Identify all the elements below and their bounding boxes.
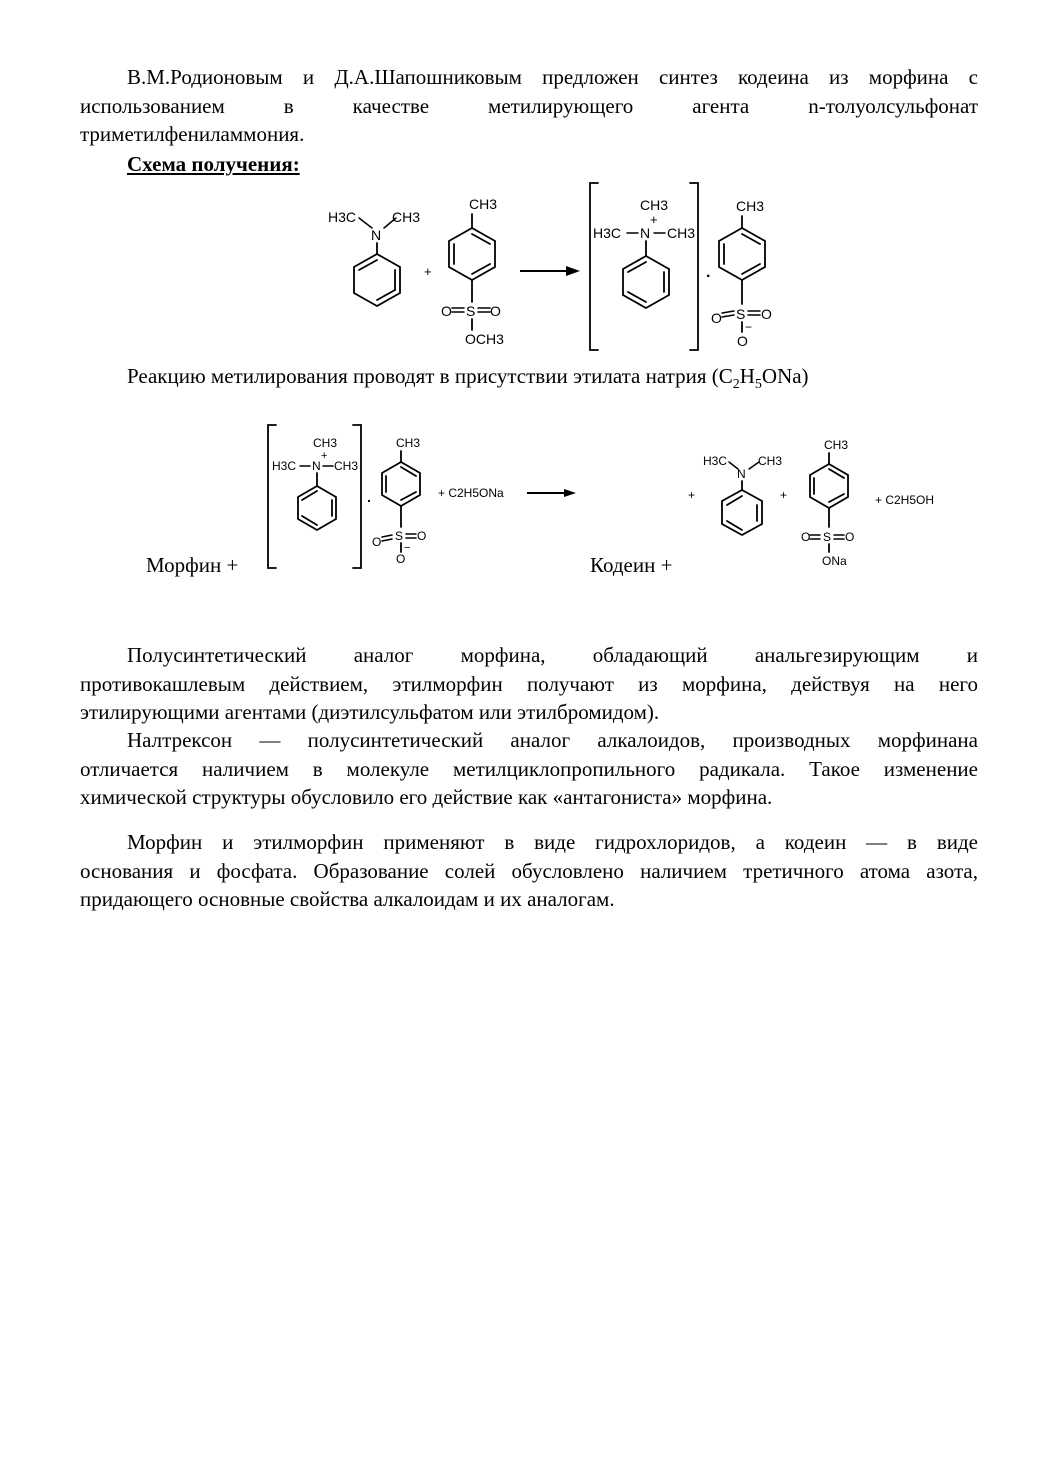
reaction-scheme-2	[0, 0, 1039, 600]
ch3-label: CH3	[469, 196, 498, 212]
paragraph-line: В.М.Родионовым и Д.А.Шапошниковым предложен синтез кодеина из морфина с	[127, 65, 978, 89]
oxygen-label: O	[417, 529, 427, 543]
sulfur-label: S	[823, 530, 832, 544]
negative-charge: −	[745, 320, 753, 334]
positive-charge: +	[650, 212, 658, 227]
oxygen-label: O	[396, 552, 406, 566]
ammonium-salt-structure	[268, 425, 371, 568]
paragraph-line: Налтрексон — полусинтетический аналог алкалоидов, производных морфинана	[127, 728, 978, 752]
paragraph-naltrexone	[80, 726, 978, 812]
nitrogen-label: N	[312, 459, 321, 473]
paragraph-line: основания и фосфата. Образование солей обусловлено наличием третичного атома азота,	[80, 858, 978, 883]
sulfur-label: S	[466, 303, 476, 319]
paragraph-line: Полусинтетический аналог морфина, обладающий анальгезирующим и	[127, 643, 978, 667]
plus-sign: +	[424, 264, 432, 279]
oxygen-label: O	[737, 333, 748, 349]
paragraph-line: противокашлевым действием, этилморфин получают из морфина, действуя на него	[80, 671, 978, 696]
positive-charge: +	[321, 450, 328, 462]
h3c-label: H3C	[272, 459, 297, 473]
sodium-tosylate-structure	[801, 438, 854, 568]
h3c-label: H3C	[703, 454, 728, 468]
oxygen-label: O	[761, 306, 772, 322]
paragraph-line: придающего основные свойства алкалоидам и их аналогам.	[80, 887, 615, 911]
nitrogen-label: N	[371, 227, 382, 243]
sulfur-label: S	[395, 529, 404, 543]
salt-dot: .	[367, 489, 371, 505]
oxygen-label: O	[845, 530, 855, 544]
paragraph-line: этилирующими агентами (диэтилсульфатом или этилбромидом).	[80, 700, 660, 724]
oxygen-label: O	[372, 535, 382, 549]
subscript: 5	[754, 377, 762, 393]
paragraph-line: отличается наличием в молекуле метилциклопропильного радикала. Такое изменение	[80, 756, 978, 781]
ethanol-label: + C2H5OH	[875, 493, 935, 507]
paragraph-line: триметилфениламмония.	[80, 122, 305, 146]
nitrogen-label: N	[737, 467, 746, 481]
ch3-label: CH3	[313, 436, 338, 450]
morphine-label: Морфин +	[146, 553, 239, 577]
sodium-ethoxide-label: + C2H5ONa	[438, 486, 504, 500]
negative-charge: −	[404, 542, 411, 554]
ch3-label: CH3	[392, 209, 421, 225]
oxygen-label: O	[801, 530, 811, 544]
ch3-label: CH3	[640, 197, 669, 213]
note-text: Реакцию метилирования проводят в присутствии этилата натрия (C	[127, 364, 733, 388]
ch3-label: CH3	[396, 436, 421, 450]
paragraph-line: использованием в качестве метилирующего агента n-толуолсульфонат	[80, 93, 978, 118]
note-text: H	[739, 364, 755, 388]
nitrogen-label: N	[640, 225, 651, 241]
tosylate-anion-structure	[372, 436, 426, 566]
ch3-label: CH3	[736, 198, 765, 214]
oxygen-label: O	[490, 303, 501, 319]
ch3-label: CH3	[824, 438, 849, 452]
scheme-heading: Схема получения:	[127, 152, 300, 176]
ch3-label: CH3	[667, 225, 696, 241]
note-text: ONa)	[761, 364, 809, 388]
paragraph-line: Морфин и этилморфин применяют в виде гидрохлоридов, а кодеин — в виде	[127, 830, 978, 854]
codeine-label: Кодеин +	[590, 553, 673, 577]
dimethylaniline-structure	[703, 454, 782, 535]
paragraph-line: химической структуры обусловило его действие как «антагониста» морфина.	[80, 785, 773, 809]
methoxy-label: OCH3	[465, 331, 504, 347]
sulfur-label: S	[736, 306, 746, 322]
plus-sign: +	[780, 488, 788, 502]
reaction-arrow	[527, 489, 576, 497]
ch3-label: CH3	[334, 459, 359, 473]
salt-dot: .	[706, 264, 711, 281]
h3c-label: H3C	[593, 225, 622, 241]
subscript: 2	[732, 377, 740, 393]
paragraph-ethylmorphine	[80, 641, 978, 727]
paragraph-salts	[80, 828, 978, 914]
h3c-label: H3C	[328, 209, 357, 225]
ch3-label: CH3	[758, 454, 783, 468]
plus-sign: +	[688, 488, 696, 502]
sodium-oxide-label: ONa	[822, 554, 847, 568]
oxygen-label: O	[711, 310, 722, 326]
oxygen-label: O	[441, 303, 452, 319]
